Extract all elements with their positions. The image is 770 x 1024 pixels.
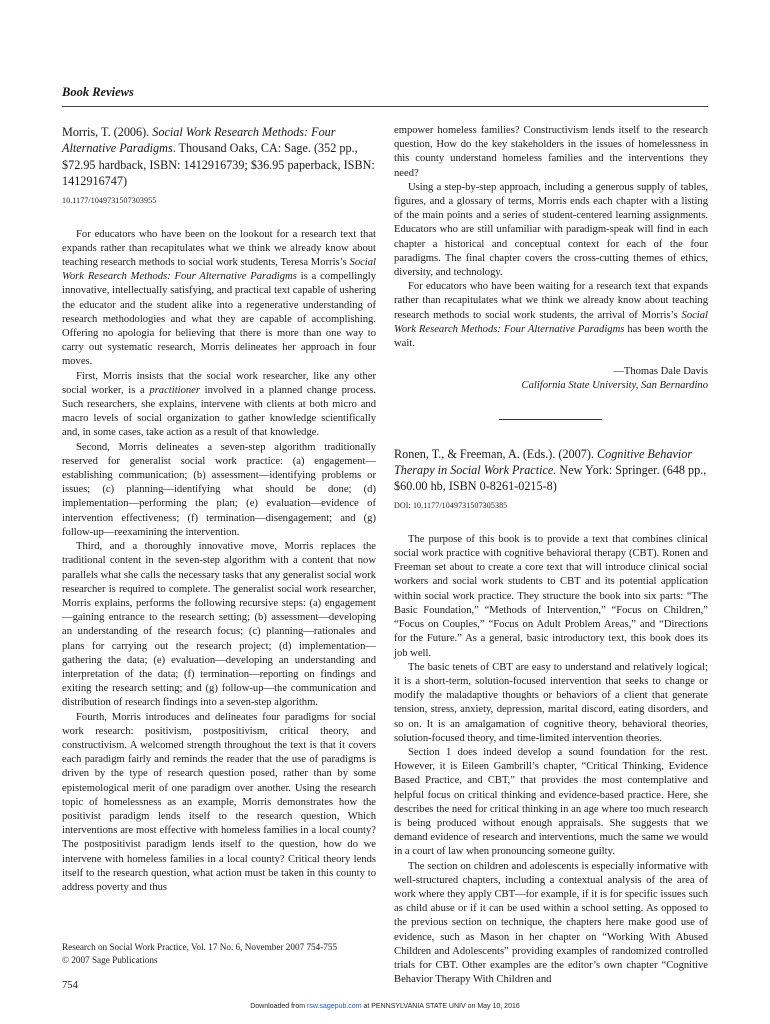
review1-citation [62,124,376,190]
section-title: Book Reviews [62,85,134,99]
download-link[interactable]: rsw.sagepub.com [307,1003,362,1010]
review2-paragraph: The basic tenets of CBT are easy to understand and relatively logical; it is a short-term, solution-focused intervention that seeks to change or modify the maladaptive thoughts or behaviors of a client that generate tension, stress, anxiety, depression, marital discord, eating disorders, and so on. It is an amalgamation of cognitive theory, behavioral theories, solution-focused theory, and time-limited intervention theories. [394,661,708,744]
review2-citation [394,446,708,495]
review1-book-title: Social Work Research Methods: Four Alternative Paradigms [62,125,336,156]
review1-paragraph: Fourth, Morris introduces and delineates four paradigms for social work research: positivism, postpositivism, critical theory, and constructivism. A welcomed strength throughout the text is that it covers each paradigm fairly and reminds the reader that the use of paradigms is driven by the type of research question posed, rather than by some epistemological merit of one paradigm over another. Using the research topic of homelessness as an example, Morris demonstrates how the positivist paradigm lends itself to the research question, Which interventions are most effective with homeless families in a local county? The postpositivist paradigm lends itself to the question, how do we intervene with homeless families in a local county? Critical theory lends itself to the research question, what action must be taken in this county to address poverty and thus [62,711,376,893]
review2-doi: DOI: 10.1177/1049731507305385 [394,500,508,510]
download-notice: Downloaded from rsw.sagepub.com at PENNSYLVANIA STATE UNIV on May 10, 2016 [250,1003,520,1010]
right-column [394,124,708,987]
review2-paragraph: The purpose of this book is to provide a text that combines clinical social work practice with cognitive behavioral therapy (CBT). Ronen and Freeman set about to create a core text that will introduce clinical social workers and social work students to CBT and its potential application within social work practice. They structure the book into six parts: “The Basic Foundation,” “Methods of Intervention,” “Focus on Children,” “Focus on Couples,” “Focus on Adult Problem Areas,” and “Directions for the Future.” As a general, basic introductory text, this book does its job well. [394,533,708,659]
review1-paragraph: Third, and a thoroughly innovative move, Morris replaces the traditional content in the seven-step algorithm with a content that now parallels what she calls the necessary tasks that any generalist social work researcher is required to complete. The generalist social work researcher, Morris explains, performs the following recursive steps: (a) engagement—gaining entrance to the research setting; (b) assessment—developing an understanding of the research focus; (c) planning—rationales and plans for carrying out the research project; (d) implementation—gathering the data; (e) evaluation—developing an understanding and interpretation of the data; (f) termination—reporting on findings and exiting the research setting; and (g) follow-up—the communication and distribution of research findings into a seven-step algorithm. [62,541,376,709]
left-column [62,124,376,895]
journal-line: Research on Social Work Practice, Vol. 17 No. 6, November 2007 754-755 [62,942,338,952]
review-divider [499,419,602,420]
review2-paragraph: Section 1 does indeed develop a sound foundation for the rest. However, it is Eileen Gambrill’s chapter, “Critical Thinking, Evidence Based Practice, and CBT,” that provides the most contemplative and helpful focus on critical thinking and evidence-based practice. Here, she describes the need for critical thinking in an age where too much research is being produced without enough appraisals. She suggests that we demand evidence of research and interventions, much the same we would in a court of law when pronouncing someone guilty. [394,746,708,858]
review2-publication: New York: Springer. (648 pp., $60.00 hb, ISBN 0-8261-0215-8) [394,463,707,494]
review1-paragraph: First, Morris insists that the social work researcher, like any other social worker, is a practitioner involved in a planned change process. Such researchers, she explains, intervene with clients at both micro and macro levels of social organization to gather knowledge scientifically and, in some cases, take action as a result of that knowledge. [62,370,376,439]
header-rule [62,106,708,107]
review2-paragraph: The section on children and adolescents is especially informative with well-structured chapters, including a contextual analysis of the area of work where they apply CBT—for example, if it is for specific issues such as child abuse or if it can be used within a school setting. As opposed to the previous section on technique, the chapters here make good use of evidence, such as Mason in her chapter on “Working With Abused Children and Adolescents” providing examples of randomized controlled trials for CBT. Other examples are the editor’s own chapter “Cognitive Behavior Therapy With Children and [394,860,708,986]
review1-paragraph: Second, Morris delineates a seven-step algorithm traditionally reserved for generalist social work practice: (a) engagement—establishing communication; (b) assessment—identifying problems or issues; (c) planning—identifying what should be done; (d) implementation—performing the plan; (e) evaluation—evidence of intervention effectiveness; (f) termination—disengagement; and (g) follow-up—reexamining the intervention. [62,441,376,538]
copyright-line: © 2007 Sage Publications [62,955,158,965]
review1-continuation-paragraph: Using a step-by-step approach, including a generous supply of tables, figures, and a glossary of terms, Morris ends each chapter with a listing of the main points and a series of student-centered learning assignments. Educators who are still unfamiliar with paradigm-speak will find in each chapter a historical and conceptual context for each of the four paradigms. The final chapter covers the cross-cutting themes of ethics, diversity, and technology. [394,181,708,279]
review1-paragraph: For educators who have been on the lookout for a research text that expands rather than recapitulates what we think we already know about teaching research methods to social work students, Teresa Morris’s Social Work Research Methods: Four Alternative Paradigms is a compellingly innovative, intellectually satisfying, and practical text capable of ushering the educator and the student alike into a regenerative understanding of research methodologies and what they are capable of accomplishing. Offering no apologia for believing that there is more than one way to carry out systematic research, Morris delineates her approach in four moves. [62,228,376,368]
review1-continuation-paragraph: empower homeless families? Constructivism lends itself to the research question, How do the key stakeholders in the issues of homelessness in this county understand homeless families and the interventions they need? [394,125,708,179]
review2-book-title: Cognitive Behavior Therapy in Social Work Practice. [394,446,693,478]
journal-footer [62,941,382,967]
page-number: 754 [62,980,78,991]
reviewer-affiliation: California State University, San Bernardino [521,380,708,392]
review1-doi: 10.1177/1049731507303955 [62,195,157,205]
review1-publication: . Thousand Oaks, CA: Sage. (352 pp., $72.95 hardback, ISBN: 1412916739; $36.95 paperback, ISBN: 1412916747) [62,141,375,189]
review2-author-year: Ronen, T., & Freeman, A. (Eds.). (2007). [394,446,597,461]
reviewer-name: —Thomas Dale Davis [613,366,708,378]
review1-author-year: Morris, T. (2006). [62,125,153,139]
review1-continuation-paragraph: For educators who have been waiting for a research text that expands rather than recapitulates what we think we already know about teaching research methods to social work students, the arrival of Morris’s Social Work Research Methods: Four Alternative Paradigms has been worth the wait. [394,281,708,350]
